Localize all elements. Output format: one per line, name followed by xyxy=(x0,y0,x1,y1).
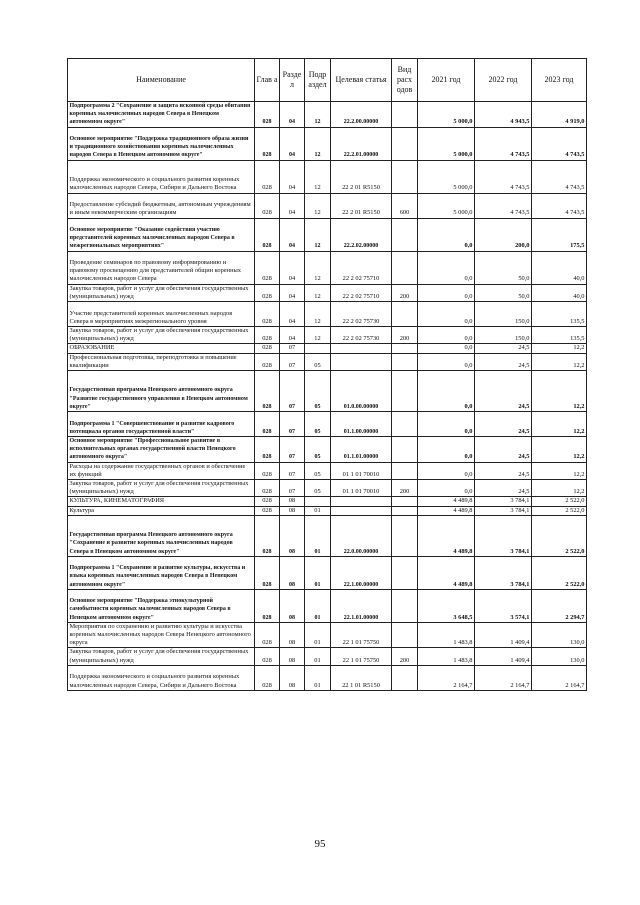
row-podrazdel: 12 xyxy=(305,284,331,301)
row-podrazdel xyxy=(305,497,331,506)
row-expense-type xyxy=(392,556,418,589)
row-target: 01.1.01.00000 xyxy=(331,437,392,463)
row-glava: 028 xyxy=(255,218,280,251)
row-target: 22 1 01 75750 xyxy=(331,622,392,648)
row-value-2021: 2 164,7 xyxy=(418,665,475,690)
table-row xyxy=(68,589,587,622)
row-expense-type: 200 xyxy=(392,284,418,301)
row-target: 22 2 02 75730 xyxy=(331,327,392,344)
row-value-2021: 4 489,8 xyxy=(418,556,475,589)
row-podrazdel: 12 xyxy=(305,102,331,128)
row-value-2022: 3 784,1 xyxy=(475,556,532,589)
row-value-2021: 4 489,8 xyxy=(418,506,475,515)
row-name: Основное мероприятие "Оказание содействия участию представителей коренных малочисленных народов Севера в межрегиональных мероприятиях" xyxy=(68,218,255,251)
row-glava: 028 xyxy=(255,665,280,690)
row-razdel: 04 xyxy=(280,102,305,128)
row-podrazdel: 01 xyxy=(305,665,331,690)
header-row xyxy=(68,59,587,102)
row-target: 22.2.01.00000 xyxy=(331,127,392,160)
row-name: Закупка товаров, работ и услуг для обеспечения государственных (муниципальных) нужд xyxy=(68,480,255,497)
row-expense-type xyxy=(392,437,418,463)
row-value-2023: 4 919,0 xyxy=(532,102,587,128)
row-glava: 028 xyxy=(255,462,280,479)
row-value-2021: 5 000,0 xyxy=(418,127,475,160)
row-razdel: 04 xyxy=(280,160,305,193)
table-row xyxy=(68,251,587,284)
row-glava: 028 xyxy=(255,102,280,128)
row-name: Государственная программа Ненецкого автономного округа "Развитие государственного управления в Ненецком автономном округе" xyxy=(68,371,255,412)
row-name: Участие представителей коренных малочисленных народов Севера в мероприятиях межрегионального уровня xyxy=(68,302,255,327)
table-row xyxy=(68,193,587,218)
row-value-2023: 12,2 xyxy=(532,437,587,463)
row-expense-type xyxy=(392,506,418,515)
row-name: Профессиональная подготовка, переподготовка и повышение квалификации xyxy=(68,353,255,370)
row-glava: 028 xyxy=(255,589,280,622)
table-row xyxy=(68,462,587,479)
row-value-2021: 5 000,0 xyxy=(418,160,475,193)
row-podrazdel: 05 xyxy=(305,437,331,463)
table-body xyxy=(68,102,587,691)
row-value-2023: 175,5 xyxy=(532,218,587,251)
row-podrazdel: 05 xyxy=(305,371,331,412)
row-glava: 028 xyxy=(255,284,280,301)
table-row xyxy=(68,480,587,497)
row-value-2021: 0,0 xyxy=(418,371,475,412)
row-target: 22 2 01 R5150 xyxy=(331,193,392,218)
row-value-2021: 0,0 xyxy=(418,437,475,463)
row-razdel: 04 xyxy=(280,327,305,344)
table-row xyxy=(68,497,587,506)
row-value-2022: 3 784,1 xyxy=(475,497,532,506)
row-value-2023: 130,0 xyxy=(532,648,587,665)
row-razdel: 07 xyxy=(280,344,305,353)
row-expense-type: 200 xyxy=(392,648,418,665)
row-expense-type xyxy=(392,622,418,648)
col-header-target: Целевая статья xyxy=(331,59,392,102)
row-value-2021: 0,0 xyxy=(418,251,475,284)
row-name: Проведение семинаров по правовому информированию и правовому просвещению для представителей общин коренных малочисленных народов Севера xyxy=(68,251,255,284)
row-podrazdel: 01 xyxy=(305,556,331,589)
row-podrazdel: 05 xyxy=(305,480,331,497)
row-razdel: 07 xyxy=(280,412,305,437)
row-value-2021: 4 489,8 xyxy=(418,515,475,556)
row-razdel: 04 xyxy=(280,302,305,327)
row-podrazdel: 12 xyxy=(305,218,331,251)
row-razdel: 08 xyxy=(280,665,305,690)
row-value-2023: 2 522,0 xyxy=(532,497,587,506)
row-name: КУЛЬТУРА, КИНЕМАТОГРАФИЯ xyxy=(68,497,255,506)
row-value-2023: 4 743,5 xyxy=(532,193,587,218)
row-name: Культура xyxy=(68,506,255,515)
row-target: 01.1.00.00000 xyxy=(331,412,392,437)
row-glava: 028 xyxy=(255,302,280,327)
row-expense-type xyxy=(392,515,418,556)
row-name: Подпрограмма 1 "Сохранение и развитие культуры, искусства и языка коренных малочисленных народов Севера в Ненецком автономном округе" xyxy=(68,556,255,589)
row-glava: 028 xyxy=(255,515,280,556)
row-value-2022: 24,5 xyxy=(475,371,532,412)
row-target xyxy=(331,506,392,515)
row-value-2021: 0,0 xyxy=(418,302,475,327)
row-target: 22 1 01 75750 xyxy=(331,648,392,665)
row-target: 01.0.00.00000 xyxy=(331,371,392,412)
row-target: 22 2 02 75710 xyxy=(331,251,392,284)
row-name: Закупка товаров, работ и услуг для обеспечения государственных (муниципальных) нужд xyxy=(68,648,255,665)
row-value-2021: 5 000,0 xyxy=(418,193,475,218)
row-glava: 028 xyxy=(255,437,280,463)
row-target: 22.2.02.00000 xyxy=(331,218,392,251)
row-value-2022: 200,0 xyxy=(475,218,532,251)
row-name: Расходы на содержание государственных органов и обеспечение их функций xyxy=(68,462,255,479)
row-razdel: 07 xyxy=(280,480,305,497)
table-row xyxy=(68,556,587,589)
row-value-2021: 0,0 xyxy=(418,284,475,301)
table-row xyxy=(68,506,587,515)
row-razdel: 04 xyxy=(280,251,305,284)
row-value-2023: 2 522,0 xyxy=(532,506,587,515)
row-name: Основное мероприятие "Поддержка этнокультурной самобытности коренных малочисленных народов Севера в Ненецком автономном округе" xyxy=(68,589,255,622)
row-podrazdel: 05 xyxy=(305,462,331,479)
row-expense-type xyxy=(392,665,418,690)
row-razdel: 08 xyxy=(280,506,305,515)
row-razdel: 08 xyxy=(280,622,305,648)
row-razdel: 08 xyxy=(280,497,305,506)
row-glava: 028 xyxy=(255,127,280,160)
col-header-podrazdel: Подр аздел xyxy=(305,59,331,102)
row-value-2021: 1 483,8 xyxy=(418,622,475,648)
row-value-2023: 12,2 xyxy=(532,480,587,497)
row-value-2021: 5 000,0 xyxy=(418,102,475,128)
row-name: Мероприятия по сохранению и развитию культуры и искусства коренных малочисленных народов Севера Ненецкого автономного округа xyxy=(68,622,255,648)
table-row xyxy=(68,437,587,463)
row-podrazdel: 05 xyxy=(305,412,331,437)
row-expense-type xyxy=(392,462,418,479)
row-razdel: 07 xyxy=(280,462,305,479)
row-podrazdel: 12 xyxy=(305,160,331,193)
row-value-2022: 1 409,4 xyxy=(475,622,532,648)
row-target: 22.1.00.00000 xyxy=(331,556,392,589)
row-podrazdel: 01 xyxy=(305,506,331,515)
table-row xyxy=(68,648,587,665)
table-row xyxy=(68,515,587,556)
row-name: Подпрограмма 2 "Сохранение и защита исконной среды обитания коренных малочисленных народов Севера в Ненецком автономном округе" xyxy=(68,102,255,128)
row-target xyxy=(331,344,392,353)
row-value-2023: 12,2 xyxy=(532,344,587,353)
row-value-2021: 0,0 xyxy=(418,480,475,497)
row-expense-type xyxy=(392,127,418,160)
row-podrazdel: 12 xyxy=(305,127,331,160)
row-razdel: 07 xyxy=(280,437,305,463)
budget-table xyxy=(67,58,587,691)
row-glava: 028 xyxy=(255,506,280,515)
row-value-2023: 12,2 xyxy=(532,412,587,437)
row-glava: 028 xyxy=(255,344,280,353)
row-value-2022: 3 784,1 xyxy=(475,515,532,556)
row-value-2023: 12,2 xyxy=(532,371,587,412)
row-expense-type xyxy=(392,371,418,412)
table-row xyxy=(68,412,587,437)
row-expense-type xyxy=(392,102,418,128)
table-row xyxy=(68,344,587,353)
row-name: Закупка товаров, работ и услуг для обеспечения государственных (муниципальных) нужд xyxy=(68,327,255,344)
row-value-2022: 1 409,4 xyxy=(475,648,532,665)
row-name: Государственная программа Ненецкого автономного округа "Сохранение и развитие коренных малочисленных народов Севера в Ненецком автономном округе" xyxy=(68,515,255,556)
row-name: Поддержка экономического и социального развития коренных малочисленных народов Севера, Сибири и Дальнего Востока xyxy=(68,665,255,690)
row-value-2022: 150,0 xyxy=(475,302,532,327)
row-value-2022: 24,5 xyxy=(475,412,532,437)
row-value-2023: 4 743,5 xyxy=(532,127,587,160)
table-row xyxy=(68,665,587,690)
row-value-2022: 3 784,1 xyxy=(475,506,532,515)
row-target xyxy=(331,353,392,370)
row-value-2022: 2 164,7 xyxy=(475,665,532,690)
col-header-razdel: Разде л xyxy=(280,59,305,102)
row-glava: 028 xyxy=(255,193,280,218)
row-razdel: 04 xyxy=(280,127,305,160)
row-razdel: 08 xyxy=(280,556,305,589)
row-target: 22.0.00.00000 xyxy=(331,515,392,556)
row-glava: 028 xyxy=(255,497,280,506)
row-glava: 028 xyxy=(255,353,280,370)
row-glava: 028 xyxy=(255,371,280,412)
table-row xyxy=(68,371,587,412)
row-target: 22.2.00.00000 xyxy=(331,102,392,128)
col-header-2022: 2022 год xyxy=(475,59,532,102)
col-header-expense-type: Вид расх одов xyxy=(392,59,418,102)
row-target: 01 1 01 70010 xyxy=(331,480,392,497)
row-value-2021: 1 483,8 xyxy=(418,648,475,665)
col-header-name: Наименование xyxy=(68,59,255,102)
row-value-2023: 130,0 xyxy=(532,622,587,648)
row-name: Подпрограмма 1 "Совершенствование и развитие кадрового потенциала органов государственной власти" xyxy=(68,412,255,437)
row-value-2022: 24,5 xyxy=(475,344,532,353)
table-row xyxy=(68,160,587,193)
row-glava: 028 xyxy=(255,160,280,193)
row-expense-type xyxy=(392,251,418,284)
row-razdel: 08 xyxy=(280,648,305,665)
row-podrazdel: 12 xyxy=(305,302,331,327)
row-value-2021: 3 648,5 xyxy=(418,589,475,622)
row-expense-type: 200 xyxy=(392,480,418,497)
table-row xyxy=(68,218,587,251)
row-razdel: 08 xyxy=(280,589,305,622)
row-name: Основное мероприятие "Профессиональное развитие в исполнительных органах государственной власти Ненецкого автономного округа" xyxy=(68,437,255,463)
row-name: Закупка товаров, работ и услуг для обеспечения государственных (муниципальных) нужд xyxy=(68,284,255,301)
table-row xyxy=(68,102,587,128)
row-value-2021: 0,0 xyxy=(418,412,475,437)
row-glava: 028 xyxy=(255,327,280,344)
row-podrazdel: 01 xyxy=(305,589,331,622)
row-value-2022: 4 943,5 xyxy=(475,102,532,128)
page-number: 95 xyxy=(314,838,326,850)
row-target: 01 1 01 70010 xyxy=(331,462,392,479)
row-expense-type xyxy=(392,353,418,370)
row-value-2023: 12,2 xyxy=(532,462,587,479)
row-value-2022: 24,5 xyxy=(475,480,532,497)
row-expense-type xyxy=(392,302,418,327)
table-row xyxy=(68,622,587,648)
row-value-2023: 135,5 xyxy=(532,302,587,327)
row-razdel: 07 xyxy=(280,371,305,412)
row-target: 22 2 02 75710 xyxy=(331,284,392,301)
row-value-2022: 4 743,5 xyxy=(475,193,532,218)
row-value-2023: 2 294,7 xyxy=(532,589,587,622)
row-value-2021: 0,0 xyxy=(418,344,475,353)
table-row xyxy=(68,327,587,344)
row-name: ОБРАЗОВАНИЕ xyxy=(68,344,255,353)
row-value-2023: 135,5 xyxy=(532,327,587,344)
row-value-2022: 24,5 xyxy=(475,437,532,463)
row-value-2023: 12,2 xyxy=(532,353,587,370)
row-value-2022: 4 743,5 xyxy=(475,127,532,160)
row-podrazdel: 05 xyxy=(305,353,331,370)
row-value-2022: 3 574,1 xyxy=(475,589,532,622)
row-expense-type xyxy=(392,589,418,622)
row-podrazdel: 12 xyxy=(305,327,331,344)
row-name: Поддержка экономического и социального развития коренных малочисленных народов Севера, Сибири и Дальнего Востока xyxy=(68,160,255,193)
row-value-2021: 0,0 xyxy=(418,353,475,370)
row-value-2022: 50,0 xyxy=(475,251,532,284)
row-glava: 028 xyxy=(255,251,280,284)
row-podrazdel: 01 xyxy=(305,648,331,665)
row-value-2021: 4 489,8 xyxy=(418,497,475,506)
table-row xyxy=(68,302,587,327)
row-podrazdel: 01 xyxy=(305,515,331,556)
row-razdel: 04 xyxy=(280,193,305,218)
row-glava: 028 xyxy=(255,648,280,665)
row-expense-type xyxy=(392,344,418,353)
row-value-2021: 0,0 xyxy=(418,327,475,344)
row-name: Предоставление субсидий бюджетным, автономным учреждениям и иным некоммерческим организациям xyxy=(68,193,255,218)
table-row xyxy=(68,127,587,160)
row-glava: 028 xyxy=(255,412,280,437)
row-podrazdel xyxy=(305,344,331,353)
col-header-glava: Глав а xyxy=(255,59,280,102)
row-value-2023: 2 164,7 xyxy=(532,665,587,690)
row-expense-type xyxy=(392,412,418,437)
budget-table-sheet xyxy=(67,58,586,691)
row-value-2021: 0,0 xyxy=(418,462,475,479)
row-glava: 028 xyxy=(255,622,280,648)
row-expense-type: 200 xyxy=(392,327,418,344)
row-value-2021: 0,0 xyxy=(418,218,475,251)
row-target: 22 2 02 75730 xyxy=(331,302,392,327)
row-razdel: 04 xyxy=(280,284,305,301)
row-value-2022: 24,5 xyxy=(475,462,532,479)
row-value-2023: 4 743,5 xyxy=(532,160,587,193)
row-razdel: 04 xyxy=(280,218,305,251)
col-header-2021: 2021 год xyxy=(418,59,475,102)
row-expense-type xyxy=(392,160,418,193)
row-name: Основное мероприятие "Поддержка традиционного образа жизни и традиционного хозяйствования коренных малочисленных народов Севера в Ненецком автономном округе" xyxy=(68,127,255,160)
row-value-2023: 40,0 xyxy=(532,251,587,284)
row-glava: 028 xyxy=(255,480,280,497)
row-razdel: 07 xyxy=(280,353,305,370)
row-target: 22 1 01 R5150 xyxy=(331,665,392,690)
row-expense-type xyxy=(392,218,418,251)
row-target xyxy=(331,497,392,506)
table-row xyxy=(68,353,587,370)
row-value-2023: 40,0 xyxy=(532,284,587,301)
row-value-2023: 2 522,0 xyxy=(532,556,587,589)
row-value-2023: 2 522,0 xyxy=(532,515,587,556)
row-value-2022: 24,5 xyxy=(475,353,532,370)
col-header-2023: 2023 год xyxy=(532,59,587,102)
row-expense-type xyxy=(392,497,418,506)
row-razdel: 08 xyxy=(280,515,305,556)
row-value-2022: 150,0 xyxy=(475,327,532,344)
row-podrazdel: 12 xyxy=(305,251,331,284)
row-target: 22.1.01.00000 xyxy=(331,589,392,622)
row-value-2022: 4 743,5 xyxy=(475,160,532,193)
row-target: 22 2 01 R5150 xyxy=(331,160,392,193)
row-podrazdel: 01 xyxy=(305,622,331,648)
row-podrazdel: 12 xyxy=(305,193,331,218)
row-value-2022: 50,0 xyxy=(475,284,532,301)
table-row xyxy=(68,284,587,301)
row-expense-type: 600 xyxy=(392,193,418,218)
row-glava: 028 xyxy=(255,556,280,589)
